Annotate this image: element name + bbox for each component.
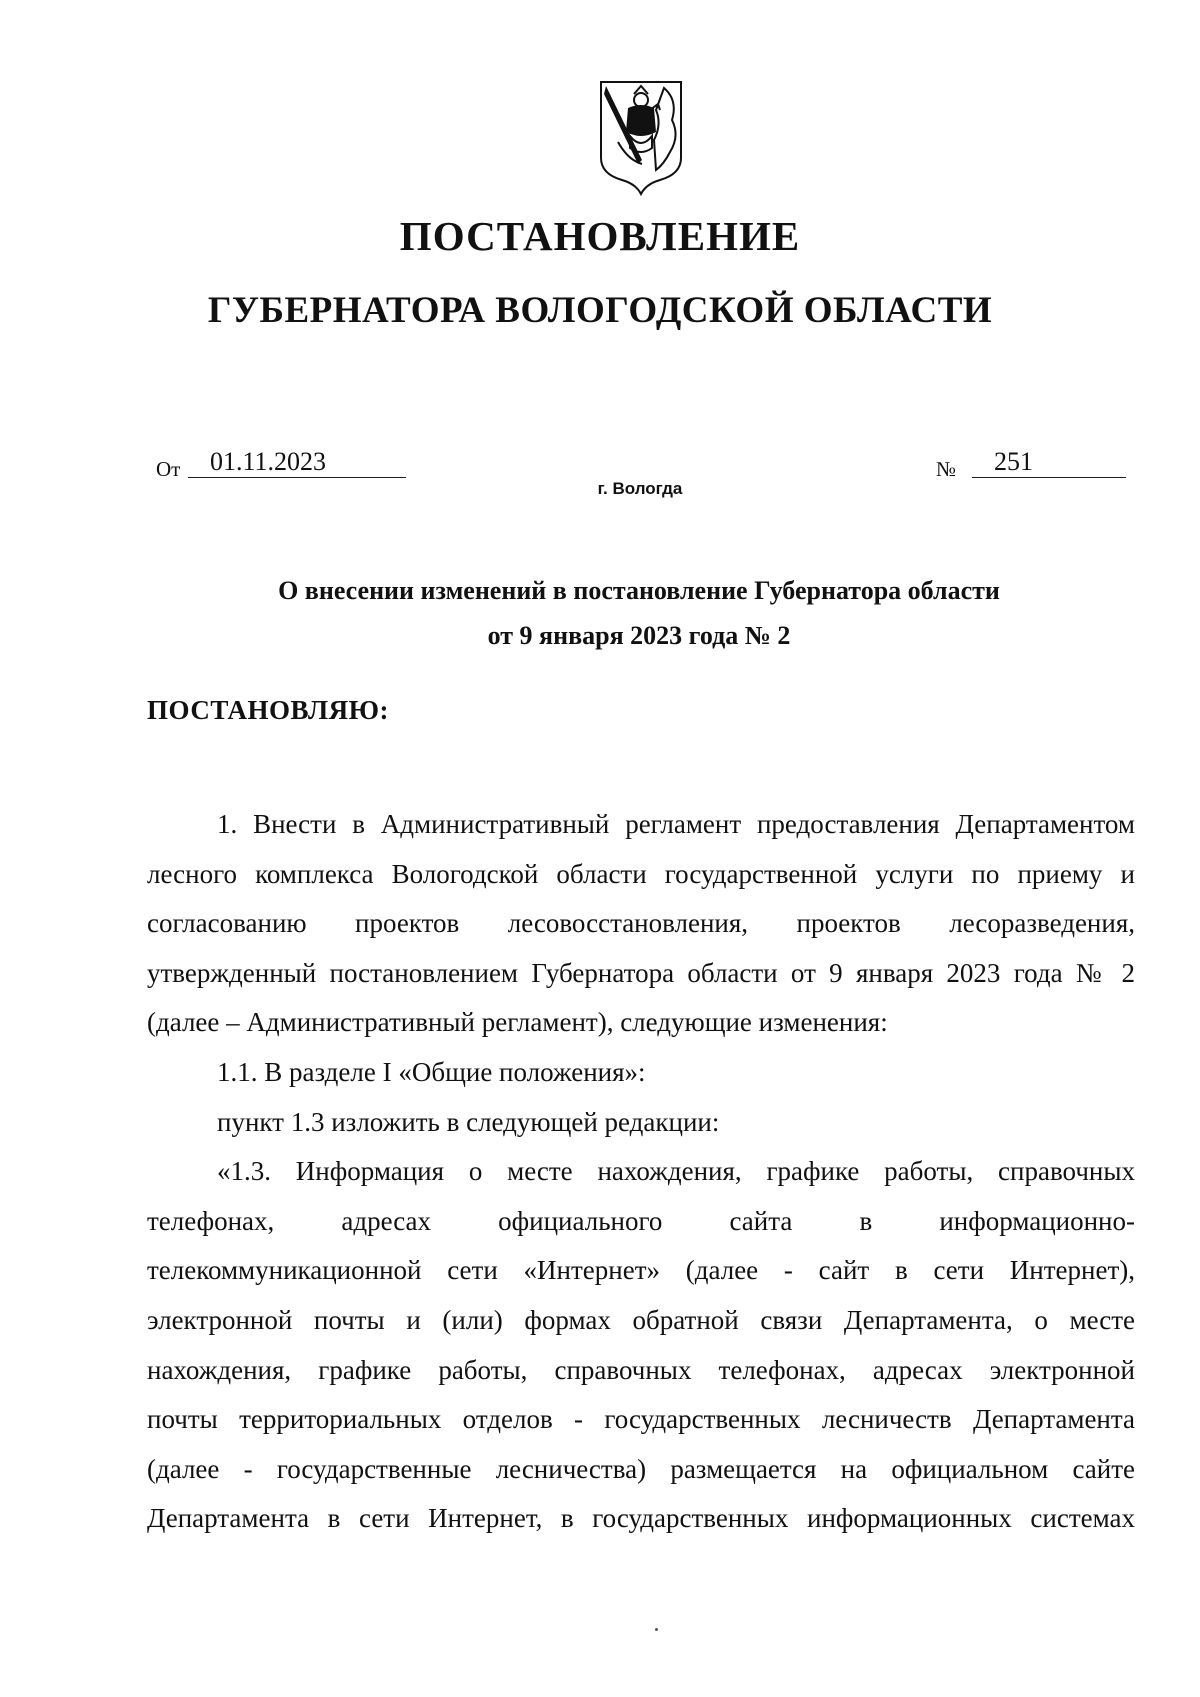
body-line: почты территориальных отделов - государственных лесничеств Департамента [147, 1404, 1135, 1435]
document-subtitle: ГУБЕРНАТОРА ВОЛОГОДСКОЙ ОБЛАСТИ [207, 290, 993, 331]
city-label: г. Вологда [597, 479, 683, 498]
number-value: 251 [972, 447, 1126, 478]
document-subject [0, 568, 1200, 658]
body-line: Департамента в сети Интернет, в государственных информационных системах [147, 1503, 1135, 1534]
body-line: «1.3. Информация о месте нахождения, графике работы, справочных [217, 1156, 1135, 1187]
decree-heading: ПОСТАНОВЛЯЮ: [147, 695, 389, 725]
body-line: телекоммуникационной сети «Интернет» (далее - сайт в сети Интернет), [147, 1255, 1135, 1286]
body-line: (далее - государственные лесничества) размещается на официальном сайте [147, 1453, 1135, 1484]
date-value: 01.11.2023 [188, 447, 406, 478]
body-line: лесного комплекса Вологодской области государственной услуги по приему и [147, 858, 1135, 889]
body-line: электронной почты и (или) формах обратной связи Департамента, о месте [147, 1304, 1135, 1335]
body-line: согласованию проектов лесовосстановления, проектов лесоразведения, [147, 908, 1135, 939]
body-line: телефонах, адресах официального сайта в информационно- [147, 1205, 1135, 1236]
body-line: нахождения, графике работы, справочных телефонах, адресах электронной [147, 1354, 1135, 1385]
subject-line: от 9 января 2023 года № 2 [487, 621, 791, 650]
number-label: № [936, 457, 957, 481]
body-line: 1.1. В разделе I «Общие положения»: [217, 1056, 646, 1087]
date-label: От [156, 457, 181, 481]
body-line: утвержденный постановлением Губернатора области от 9 января 2023 года № 2 [147, 957, 1135, 988]
body-line: пункт 1.3 изложить в следующей редакции: [217, 1106, 720, 1137]
coat-of-arms-icon [598, 80, 684, 196]
document-body [147, 800, 1135, 1544]
subject-line: О внесении изменений в постановление Губернатора области [278, 576, 1000, 605]
body-line: 1. Внести в Административный регламент предоставления Департаментом [217, 809, 1135, 839]
body-line: (далее – Административный регламент), следующие изменения: [147, 1007, 888, 1038]
scan-speck [655, 1628, 658, 1631]
document-title: ПОСТАНОВЛЕНИЕ [399, 213, 801, 259]
